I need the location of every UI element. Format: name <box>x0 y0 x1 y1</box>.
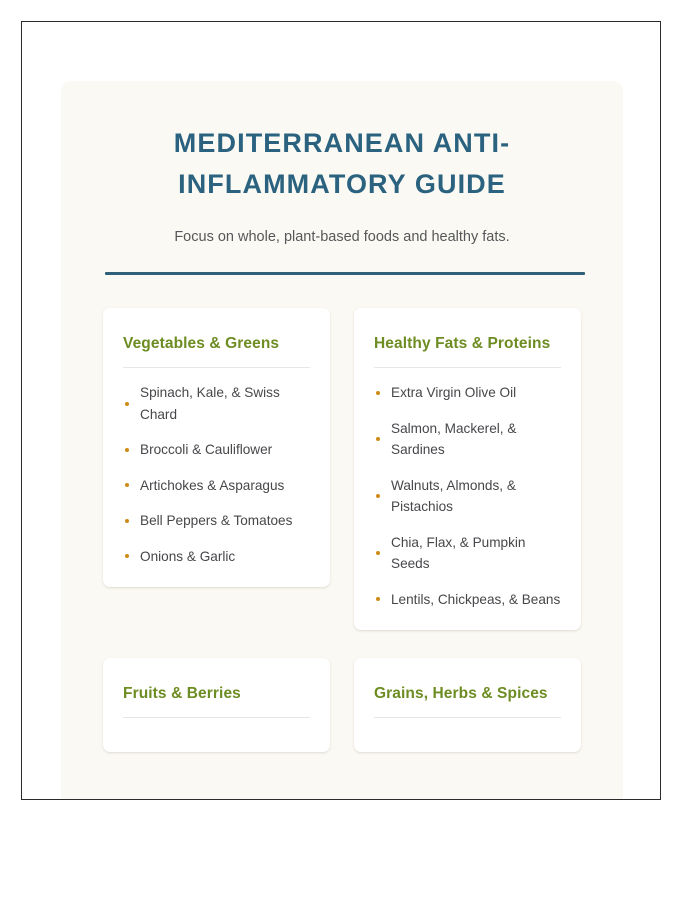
title-divider <box>105 272 585 275</box>
bullet-dot-icon <box>125 519 129 523</box>
guide-page-container <box>61 81 623 800</box>
card-divider <box>123 367 310 368</box>
bullet-dot-icon <box>125 448 129 452</box>
card-item-list <box>374 382 561 610</box>
list-item <box>374 475 561 518</box>
bullet-dot-icon <box>376 437 380 441</box>
category-card <box>354 308 581 630</box>
category-card <box>103 658 330 752</box>
bullet-dot-icon <box>376 391 380 395</box>
list-item-label: Lentils, Chickpeas, & Beans <box>391 591 561 607</box>
list-item-label: Bell Peppers & Tomatoes <box>140 513 293 528</box>
category-card <box>103 308 330 587</box>
list-item <box>123 439 310 461</box>
card-title: Vegetables & Greens <box>123 335 280 352</box>
card-title: Healthy Fats & Proteins <box>374 335 551 352</box>
browser-viewport <box>21 21 661 800</box>
card-divider <box>123 717 310 718</box>
page-header <box>61 81 623 275</box>
bullet-dot-icon <box>125 402 129 406</box>
list-item <box>374 532 561 575</box>
bullet-dot-icon <box>376 551 380 555</box>
list-item-label: Salmon, Mackerel, & Sardines <box>391 420 517 457</box>
list-item <box>374 382 561 404</box>
list-item <box>374 589 561 611</box>
list-item-label: Onions & Garlic <box>140 548 236 564</box>
bullet-dot-icon <box>125 554 129 558</box>
page-title: MEDITERRANEAN ANTI-INFLAMMATORY GUIDE <box>173 128 511 199</box>
card-title: Fruits & Berries <box>123 685 241 702</box>
page-subtitle: Focus on whole, plant-based foods and healthy fats. <box>174 229 510 245</box>
list-item <box>123 475 310 497</box>
card-divider <box>374 717 561 718</box>
list-item-label: Spinach, Kale, & Swiss Chard <box>140 385 280 422</box>
list-item-label: Chia, Flax, & Pumpkin Seeds <box>391 534 526 571</box>
list-item-label: Artichokes & Asparagus <box>140 477 285 493</box>
list-item-label: Broccoli & Cauliflower <box>140 442 273 457</box>
card-divider <box>374 367 561 368</box>
bullet-dot-icon <box>125 483 129 487</box>
list-item <box>123 382 310 425</box>
category-card <box>354 658 581 752</box>
list-item <box>374 418 561 461</box>
bullet-dot-icon <box>376 494 380 498</box>
category-card-grid <box>61 308 623 752</box>
card-item-list <box>123 382 310 567</box>
list-item <box>123 510 310 532</box>
bullet-dot-icon <box>376 597 380 601</box>
list-item-label: Walnuts, Almonds, & Pistachios <box>391 477 516 514</box>
card-title: Grains, Herbs & Spices <box>374 685 548 702</box>
list-item <box>123 546 310 568</box>
list-item-label: Extra Virgin Olive Oil <box>391 385 517 400</box>
